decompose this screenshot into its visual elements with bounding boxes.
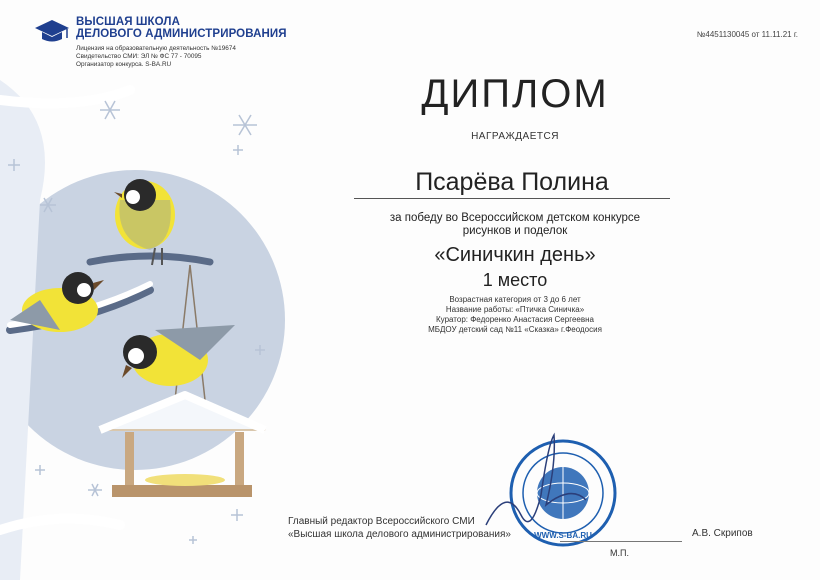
winter-illustration: [0, 0, 300, 580]
document-number: №4451130045 от 11.11.21 г.: [696, 30, 798, 39]
snowy-branch: [0, 519, 120, 530]
detail-line: Куратор: Федоренко Анастасия Сергеевна: [436, 315, 594, 324]
organization-logo: [34, 16, 287, 44]
awarded-label: НАГРАЖДАЕТСЯ: [471, 131, 559, 142]
detail-line: МБДОУ детский сад №11 «Сказка» г.Феодосия: [428, 325, 602, 334]
license-line: Свидетельство СМИ: ЭЛ № ФС 77 - 70095: [76, 53, 202, 60]
stamp-place-label: М.П.: [610, 548, 629, 558]
diploma-title: ДИПЛОМ: [421, 72, 609, 116]
participant-details: [330, 295, 700, 335]
editor-line-2: «Высшая школа делового администрирования»: [288, 529, 511, 540]
recipient-name: Псарёва Полина: [354, 168, 670, 199]
logo-line-2: ДЕЛОВОГО АДМИНИСТРИРОВАНИЯ: [76, 28, 287, 40]
license-line: Организатор конкурса. S-BA.RU: [76, 61, 172, 68]
license-line: Лицензия на образовательную деятельность №19674: [76, 45, 236, 52]
award-reason: [330, 212, 700, 238]
reason-line-1: за победу во Всероссийском детском конкурсе: [389, 212, 641, 224]
place-result: 1 место: [482, 270, 548, 290]
graduation-cap-icon: [34, 18, 70, 44]
signer-name: А.В. Скрипов: [692, 528, 753, 539]
contest-name: «Синичкин день»: [434, 244, 596, 266]
detail-line: Возрастная категория от 3 до 6 лет: [449, 295, 581, 304]
logo-line-1: ВЫСШАЯ ШКОЛА: [76, 16, 180, 28]
signature-line: [560, 541, 682, 542]
detail-line: Название работы: «Птичка Синичка»: [445, 305, 585, 314]
stamp-text: WWW.S-BA.RU: [534, 531, 592, 540]
reason-line-2: рисунков и поделок: [462, 225, 568, 237]
editor-line-1: Главный редактор Всероссийского СМИ: [288, 516, 475, 527]
license-info: [76, 45, 236, 69]
signature: [476, 425, 596, 545]
